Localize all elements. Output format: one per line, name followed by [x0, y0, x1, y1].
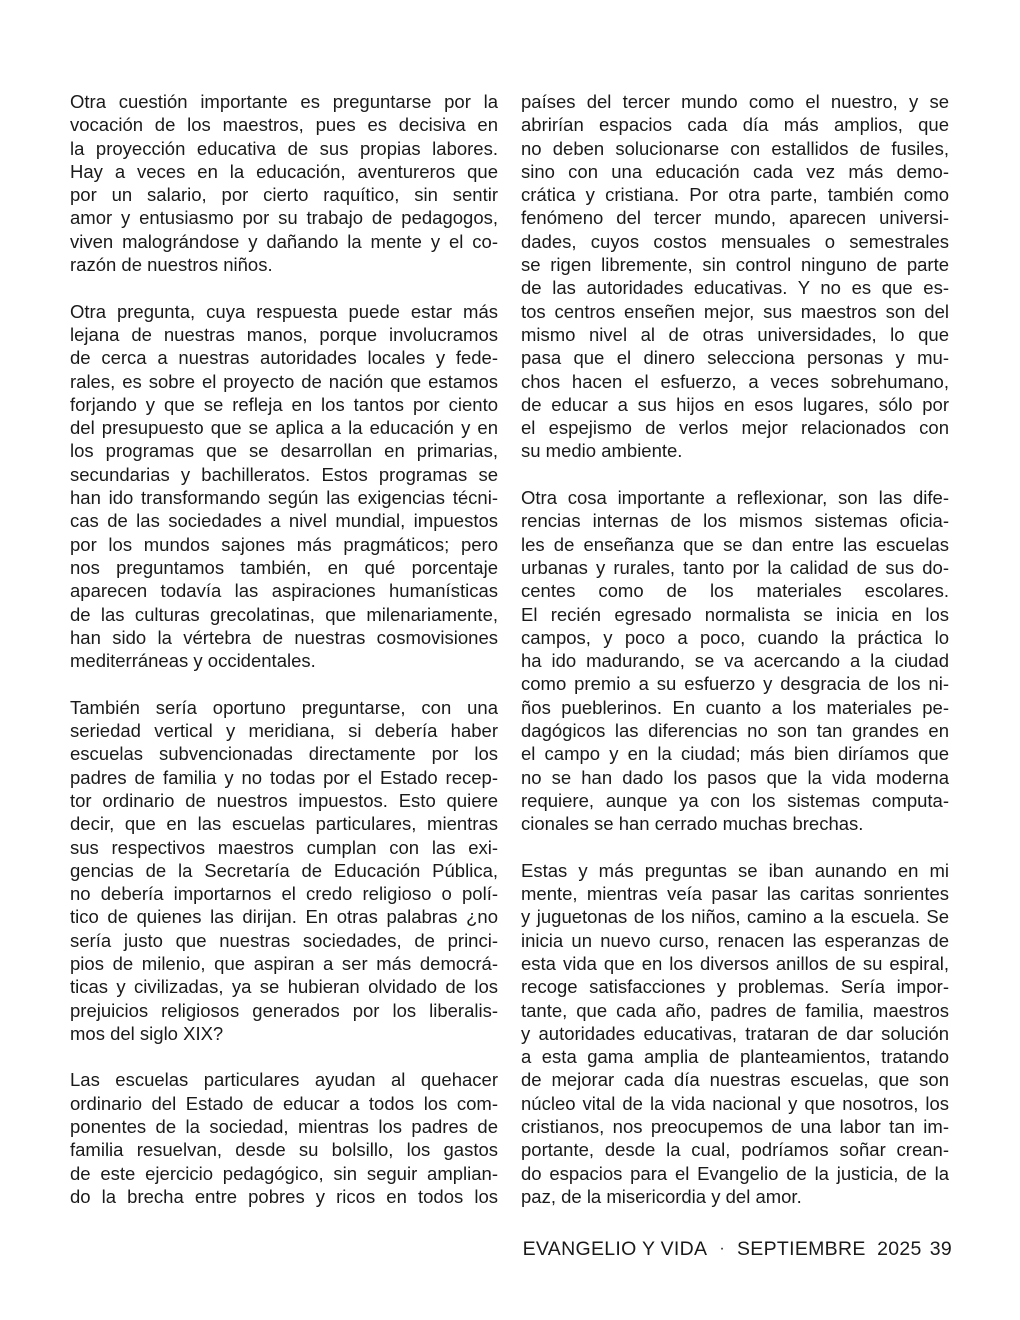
- text-line: por un salario, por cierto raquítico, sin sentir: [70, 184, 498, 206]
- text-line: cionales se han cerrado muchas brechas.: [521, 813, 864, 835]
- text-line: razón de nuestros niños.: [70, 254, 273, 276]
- text-line: Otra cuestión importante es preguntarse por la: [70, 91, 498, 112]
- text-line: mismo nivel al de otras universidades, lo que: [521, 323, 949, 345]
- paragraph-gap: [70, 672, 498, 695]
- text-line: centes como de los materiales escolares.: [521, 580, 949, 602]
- paragraph: [521, 859, 949, 1208]
- text-line: ha ido madurando, se va acercando a la ciudad: [521, 650, 949, 672]
- text-line: de este ejercicio pedagógico, sin seguir amplian-: [70, 1162, 498, 1184]
- text-line: pios de milenio, que aspiran a ser más democrá-: [70, 952, 498, 974]
- text-line: familia resuelvan, desde su bolsillo, los gastos: [70, 1139, 498, 1161]
- text-line: por los mundos sajones más pragmáticos; pero: [70, 533, 498, 555]
- text-line: no debería importarnos el credo religioso o polí-: [70, 883, 498, 905]
- text-line: de las culturas grecolatinas, que milenariamente,: [70, 603, 498, 625]
- text-line: pasa que el dinero selecciona personas y mu-: [521, 347, 949, 369]
- text-line: tor ordinario de nuestros impuestos. Esto quiere: [70, 789, 498, 811]
- text-line: núcleo vital de la vida nacional y que nosotros, los: [521, 1092, 949, 1114]
- text-line: ponentes de la sociedad, mientras los padres de: [70, 1116, 498, 1138]
- text-line: ños pueblerinos. En cuanto a los materiales pe-: [521, 696, 949, 718]
- text-line: se rigen libremente, sin control ninguno de parte: [521, 254, 949, 276]
- text-line: los programas que se desarrollan en primarias,: [70, 440, 498, 462]
- text-line: a esta gama amplia de planteamientos, tratando: [521, 1046, 949, 1068]
- text-line: padres de familia y no todas por el Estado recep-: [70, 766, 498, 788]
- text-line: aparecen todavía las aspiraciones humanísticas: [70, 580, 498, 602]
- text-line: decir, que en las escuelas particulares, mientras: [70, 813, 498, 835]
- paragraph: [521, 90, 949, 463]
- text-line: han sido la vértebra de nuestras cosmovisiones: [70, 626, 498, 648]
- text-line: amor y entusiasmo por su trabajo de pedagogos,: [70, 207, 498, 229]
- text-line: El recién egresado normalista se inicia en los: [521, 603, 949, 625]
- text-line: dagógicos las diferencias no son tan grandes en: [521, 720, 949, 742]
- text-line: cristianos, nos preocupemos de una labor tan im-: [521, 1116, 949, 1138]
- paragraph-gap: [521, 836, 949, 859]
- page-number: 39: [929, 1238, 952, 1260]
- text-line: del presupuesto que se aplica a la educación y en: [70, 417, 498, 439]
- text-line: portante, desde la cual, podríamos soñar crean-: [521, 1139, 949, 1161]
- text-line: campos, y poco a poco, cuando la práctica lo: [521, 626, 949, 648]
- page-footer: [523, 1237, 952, 1263]
- text-line: requiere, aunque ya con los sistemas computa-: [521, 789, 949, 811]
- text-line: rencias internas de los mismos sistemas oficia-: [521, 510, 949, 532]
- text-line: Otra cosa importante a reflexionar, son las dife-: [521, 487, 949, 509]
- text-line: la proyección educativa de sus propias labores.: [70, 137, 498, 159]
- text-line: do espacios para el Evangelio de la justicia, de la: [521, 1162, 949, 1184]
- text-line: sino con una educación cada vez más demo-: [521, 160, 949, 182]
- text-line: crática y cristiana. Por otra parte, también como: [521, 184, 949, 206]
- text-line: También sería oportuno preguntarse, con una: [70, 696, 498, 718]
- text-line: inicia un nuevo curso, renacen las esperanzas de: [521, 929, 949, 951]
- text-line: cas de las sociedades a nivel mundial, impuestos: [70, 510, 498, 532]
- text-line: sus respectivos maestros cumplan con las exi-: [70, 836, 498, 858]
- text-line: urbanas y rurales, tanto por la calidad de sus do-: [521, 556, 949, 578]
- text-line: forjando y que se refleja en los tantos por ciento: [70, 393, 498, 415]
- text-line: dades, cuyos costos mensuales o semestrales: [521, 230, 949, 252]
- paragraph: [70, 1068, 498, 1208]
- text-line: de mejorar cada día nuestras escuelas, que son: [521, 1069, 949, 1091]
- text-line: han ido transformando según las exigencias técni-: [70, 487, 498, 509]
- text-line: secundarias y bachilleratos. Estos programas se: [70, 463, 498, 485]
- text-line: mos del siglo XIX?: [70, 1022, 224, 1044]
- paragraph-gap: [70, 1045, 498, 1068]
- text-line: les de enseñanza que se dan entre las escuelas: [521, 533, 949, 555]
- text-line: lejana de nuestras manos, porque involucramos: [70, 323, 498, 345]
- paragraph-gap: [521, 463, 949, 486]
- text-line: como premio a su esfuerzo y desgracia de los ni-: [521, 673, 949, 695]
- text-line: tos centros enseñen mejor, sus maestros son del: [521, 300, 949, 322]
- text-line: recoge satisfacciones y problemas. Sería impor-: [521, 976, 949, 998]
- paragraph: [70, 90, 498, 276]
- paragraph: [70, 696, 498, 1045]
- text-line: esta vida que en los diversos anillos de su espiral,: [521, 952, 949, 974]
- text-line: Hay a veces en la educación, aventureros que: [70, 160, 498, 182]
- publication-name: EVANGELIO Y VIDA: [522, 1238, 708, 1260]
- paragraph-gap: [70, 276, 498, 299]
- right-text-column: [521, 90, 949, 1208]
- text-line: prejuicios religiosos generados por los liberalis-: [70, 999, 498, 1021]
- text-line: do la brecha entre pobres y ricos en todos los: [70, 1185, 498, 1207]
- text-line: mediterráneas y occidentales.: [70, 650, 316, 672]
- text-line: ordinario del Estado de educar a todos los com-: [70, 1092, 498, 1114]
- text-line: seriedad vertical y meridiana, si debería haber: [70, 720, 498, 742]
- text-line: mente, mientras veía pasar las caritas sonrientes: [521, 883, 949, 905]
- text-line: su medio ambiente.: [521, 440, 683, 462]
- text-line: no se han dado los pasos que la vida moderna: [521, 766, 949, 788]
- text-line: de cerca a nuestras autoridades locales y fede-: [70, 347, 498, 369]
- text-line: el campo y en la ciudad; más bien diríamos que: [521, 743, 949, 765]
- text-line: abrirían espacios cada día más amplios, que: [521, 114, 949, 136]
- left-text-column: [70, 90, 498, 1208]
- text-line: nos preguntamos también, en qué porcentaje: [70, 556, 498, 578]
- text-line: países del tercer mundo como el nuestro, y se: [521, 91, 949, 112]
- paragraph: [521, 486, 949, 835]
- text-line: Estas y más preguntas se iban aunando en mi: [521, 859, 949, 881]
- text-line: vocación de los maestros, pues es decisiva en: [70, 114, 498, 136]
- issue-date: SEPTIEMBRE 2025: [736, 1238, 922, 1260]
- text-line: y autoridades educativas, trataran de dar solución: [521, 1022, 949, 1044]
- text-line: de las autoridades educativas. Y no es que es-: [521, 277, 949, 299]
- text-line: sería justo que nuestras sociedades, de princi-: [70, 929, 498, 951]
- text-line: no deben solucionarse con estallidos de fusiles,: [521, 137, 949, 159]
- text-line: viven malográndose y dañando la mente y el co-: [70, 230, 498, 252]
- text-line: Las escuelas particulares ayudan al quehacer: [70, 1069, 498, 1091]
- text-line: chos hacen el esfuerzo, a veces sobrehumano,: [521, 370, 949, 392]
- text-line: de educar a sus hijos en esos lugares, sólo por: [521, 393, 949, 415]
- text-line: fenómeno del tercer mundo, aparecen universi-: [521, 207, 949, 229]
- text-line: el espejismo de verlos mejor relacionados con: [521, 417, 949, 439]
- text-line: rales, es sobre el proyecto de nación que estamos: [70, 370, 498, 392]
- text-line: y juguetonas de los niños, camino a la escuela. Se: [521, 906, 949, 928]
- footer-separator: ·: [719, 1240, 725, 1257]
- text-line: ticas y civilizadas, ya se hubieran olvidado de los: [70, 976, 498, 998]
- text-line: gencias de la Secretaría de Educación Pública,: [70, 859, 498, 881]
- paragraph: [70, 300, 498, 673]
- text-line: tante, que cada año, padres de familia, maestros: [521, 999, 949, 1021]
- text-line: escuelas subvencionadas directamente por los: [70, 743, 498, 765]
- text-line: tico de quienes las dirijan. En otras palabras ¿no: [70, 906, 498, 928]
- text-line: paz, de la misericordia y del amor.: [521, 1185, 802, 1207]
- text-line: Otra pregunta, cuya respuesta puede estar más: [70, 300, 498, 322]
